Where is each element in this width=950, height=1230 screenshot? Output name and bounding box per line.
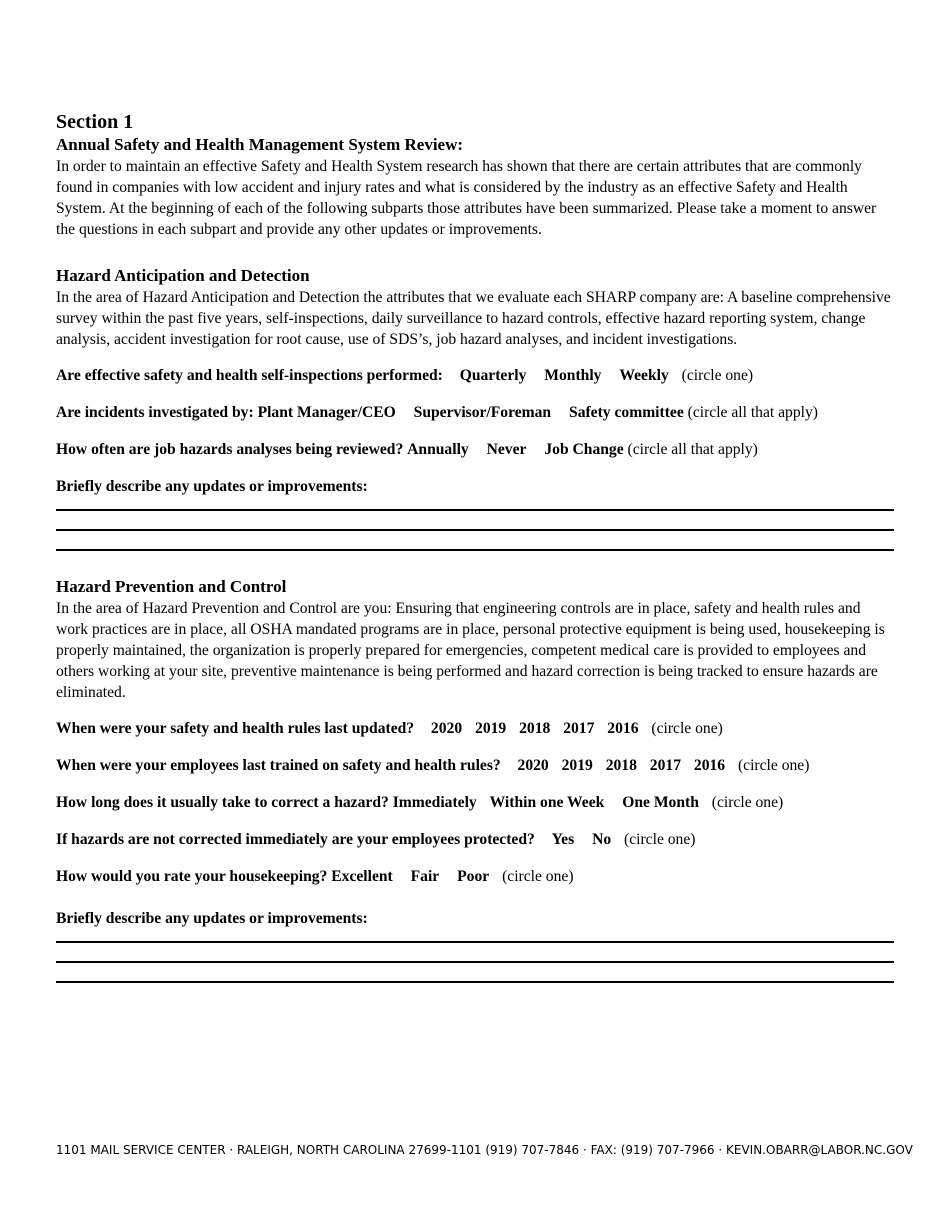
option-poor[interactable]: Poor — [457, 868, 490, 885]
option-2019[interactable]: 2019 — [561, 757, 593, 774]
option-2019[interactable]: 2019 — [475, 720, 507, 737]
answer-line[interactable] — [56, 981, 894, 983]
option-supervisor[interactable]: Supervisor/Foreman — [413, 404, 552, 421]
describe-text: Briefly describe any updates or improvements: — [56, 910, 368, 927]
hazard-anticipation-paragraph: In the area of Hazard Anticipation and Detection the attributes that we evaluate each SHARP company are: A baseline comprehensive survey within the past five years, self-inspections, daily surveillance to hazard controls, effective hazard reporting system, change analysis, accident investigation for root cause, use of SDS’s, job hazard analyses, and incident investigations. — [56, 289, 891, 348]
hazard-anticipation-heading: Hazard Anticipation and Detection — [56, 266, 310, 285]
option-job-change[interactable]: Job Change — [544, 441, 624, 458]
employees-protected-question — [56, 830, 894, 850]
section-title: Section 1 — [56, 111, 134, 133]
instruction-note: (circle one) — [737, 757, 810, 774]
option-2016[interactable]: 2016 — [693, 757, 726, 774]
instruction-note: (circle one) — [651, 720, 723, 737]
jha-review-question — [56, 440, 894, 460]
question-text: How long does it usually take to correct a hazard? — [56, 794, 389, 811]
option-annually[interactable]: Annually — [407, 441, 469, 458]
option-2020[interactable]: 2020 — [430, 720, 463, 737]
footer-contact: 1101 MAIL SERVICE CENTER · RALEIGH, NORTH CAROLINA 27699-1101 (919) 707-7846 · FAX: (919) 707-7966 · KEVIN.OBARR@LABOR.NC.GOV — [56, 1143, 913, 1157]
employees-trained-question — [56, 756, 894, 776]
option-yes[interactable]: Yes — [551, 831, 575, 848]
option-excellent[interactable]: Excellent — [331, 868, 393, 885]
option-plant-manager[interactable]: Plant Manager/CEO — [257, 404, 396, 421]
option-weekly[interactable]: Weekly — [619, 367, 669, 384]
option-immediately[interactable]: Immediately — [392, 794, 477, 811]
option-2020[interactable]: 2020 — [517, 757, 549, 774]
self-inspections-question — [56, 366, 894, 386]
instruction-note: (circle one) — [681, 367, 754, 384]
question-text: When were your safety and health rules last updated? — [56, 720, 415, 737]
option-2017[interactable]: 2017 — [563, 720, 595, 737]
incidents-investigated-question — [56, 403, 894, 423]
instruction-note: (circle all that apply) — [627, 441, 758, 458]
housekeeping-question — [56, 867, 894, 887]
instruction-note: (circle all that apply) — [687, 404, 818, 421]
option-within-one-week[interactable]: Within one Week — [489, 794, 605, 811]
question-text: When were your employees last trained on safety and health rules? — [56, 757, 501, 774]
option-fair[interactable]: Fair — [410, 868, 440, 885]
instruction-note: (circle one) — [711, 794, 784, 811]
instruction-note: (circle one) — [624, 831, 696, 848]
hazard-prevention-heading: Hazard Prevention and Control — [56, 577, 287, 596]
option-monthly[interactable]: Monthly — [544, 367, 602, 384]
question-text: How often are job hazards analyses being reviewed? — [56, 441, 404, 458]
option-one-month[interactable]: One Month — [622, 794, 699, 811]
option-2018[interactable]: 2018 — [605, 757, 637, 774]
option-no[interactable]: No — [592, 831, 612, 848]
question-text: Are effective safety and health self-inspections performed: — [56, 367, 443, 384]
hazard-prevention-paragraph: In the area of Hazard Prevention and Control are you: Ensuring that engineering controls are in place, safety and health rules and work practices are in place, all OSHA mandated programs are in place, personal protective equipment is being used, housekeeping is properly maintained, the organization is properly prepared for emergencies, competent medical care is provided to employees and others working at your site, preventive maintenance is being performed and hazard correction is being tracked to ensure hazards are eliminated. — [56, 600, 885, 701]
option-never[interactable]: Never — [486, 441, 527, 458]
question-text: Are incidents investigated by: — [56, 404, 254, 421]
option-2016[interactable]: 2016 — [607, 720, 639, 737]
correct-hazard-question — [56, 793, 894, 813]
instruction-note: (circle one) — [502, 868, 574, 885]
describe-updates-label — [56, 477, 894, 497]
rules-updated-question — [56, 719, 894, 739]
option-2018[interactable]: 2018 — [519, 720, 551, 737]
question-text: If hazards are not corrected immediately are your employees protected? — [56, 831, 535, 848]
describe-updates-label — [56, 909, 894, 929]
intro-heading: Annual Safety and Health Management System Review: — [56, 135, 464, 154]
option-quarterly[interactable]: Quarterly — [459, 367, 527, 384]
describe-text: Briefly describe any updates or improvements: — [56, 478, 368, 495]
option-2017[interactable]: 2017 — [649, 757, 681, 774]
question-text: How would you rate your housekeeping? — [56, 868, 328, 885]
form-page — [56, 110, 894, 983]
intro-paragraph: In order to maintain an effective Safety and Health System research has shown that there are certain attributes that are commonly found in companies with low accident and injury rates and what is considered by the industry as an effective Safety and Health System. At the beginning of each of the following subparts those attributes have been summarized. Please take a moment to answer the questions in each subpart and provide any other updates or improvements. — [56, 158, 877, 238]
option-safety-committee[interactable]: Safety committee — [569, 404, 684, 421]
